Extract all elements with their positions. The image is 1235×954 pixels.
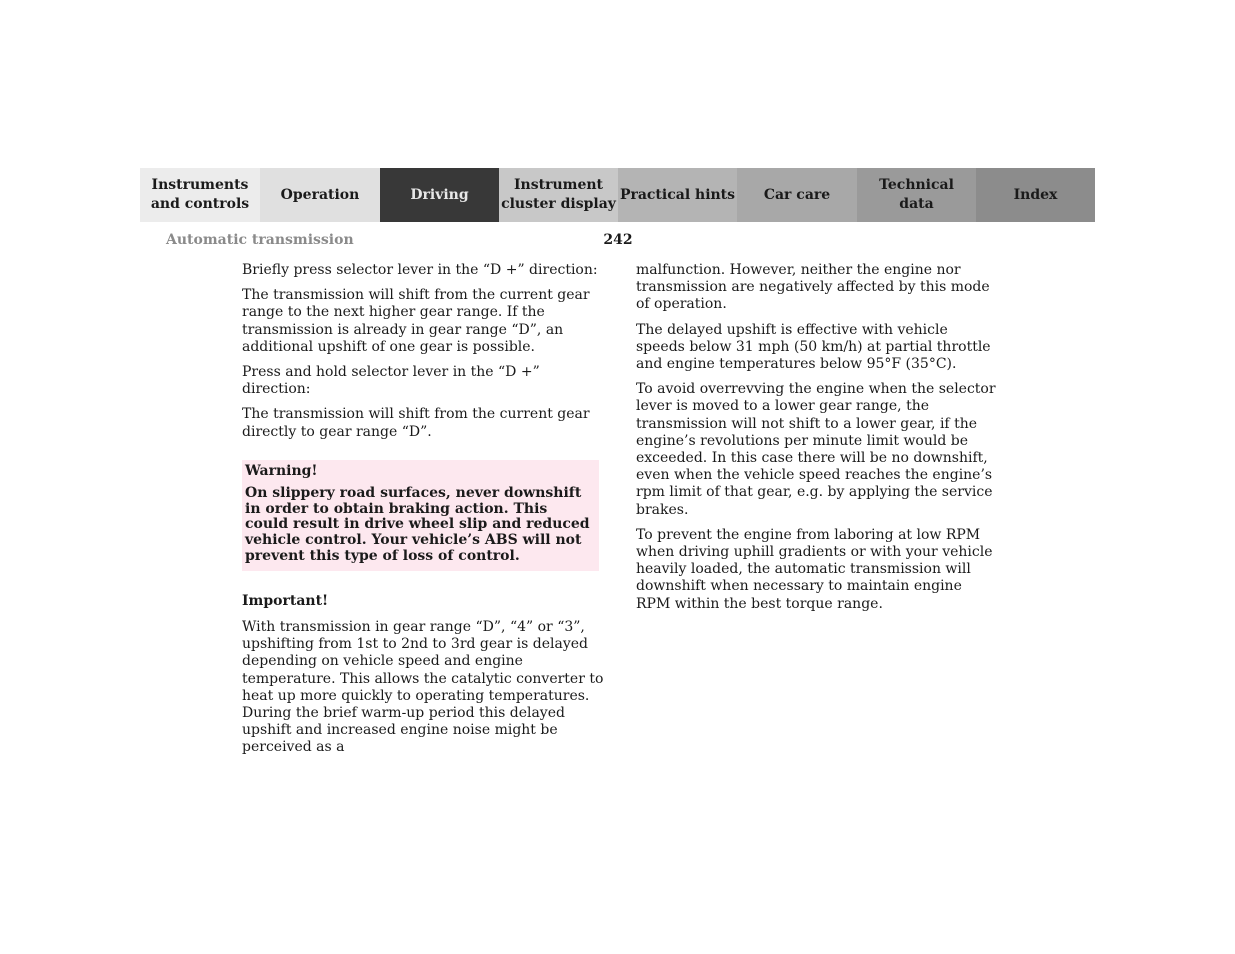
paragraph: Briefly press selector lever in the “D +” direction: xyxy=(242,262,598,278)
tab-technical-data[interactable]: Technical data xyxy=(857,168,976,222)
paragraph: To prevent the engine from laboring at low RPM when driving uphill gradients or with your vehicle heavily loaded, the automatic transmission will downshift when necessary to maintain engine RPM within the best torque range. xyxy=(636,526,993,612)
tab-practical-hints[interactable]: Practical hints xyxy=(618,168,737,222)
paragraph: Press and hold selector lever in the “D +” direction: xyxy=(242,364,540,398)
left-column xyxy=(242,262,604,765)
tab-operation[interactable]: Operation xyxy=(260,168,380,222)
paragraph: With transmission in gear range “D”, “4” or “3”, upshifting from 1st to 2nd to 3rd gear is delayed depending on vehicle speed and engine temperature. This allows the catalytic converter to heat up more quickly to operating temperatures. xyxy=(242,619,604,704)
tab-instrument-cluster-display[interactable]: Instrument cluster display xyxy=(499,168,618,222)
paragraph: The transmission will shift from the current gear directly to gear range “D”. xyxy=(242,406,590,440)
warning-text: On slippery road surfaces, never downshift in order to obtain braking action. This could result in drive wheel slip and reduced vehicle control. Your vehicle’s ABS will not prevent this type of loss of control. xyxy=(245,484,590,565)
page-number: 242 xyxy=(603,232,633,248)
paragraph: malfunction. However, neither the engine nor transmission are negatively affected by this mode of operation. xyxy=(636,262,990,313)
right-column xyxy=(636,262,998,621)
tab-index[interactable]: Index xyxy=(976,168,1095,222)
section-title: Automatic transmission xyxy=(166,232,354,248)
tab-driving[interactable]: Driving xyxy=(380,168,499,222)
chapter-tab-bar xyxy=(140,168,1095,222)
warning-box xyxy=(242,460,599,571)
tab-car-care[interactable]: Car care xyxy=(737,168,857,222)
paragraph: The delayed upshift is effective with vehicle speeds below 31 mph (50 km/h) at partial throttle and engine temperatures below 95°F (35°C). xyxy=(636,321,991,373)
paragraph: The transmission will shift from the current gear range to the next higher gear range. If the transmission is already in gear range “D”, an additional upshift of one gear is possible. xyxy=(242,287,590,355)
warning-title: Warning! xyxy=(245,462,318,479)
tab-instruments-and-controls[interactable]: Instruments and controls xyxy=(140,168,260,222)
paragraph: During the brief warm-up period this delayed upshift and increased engine noise might be perceived as a xyxy=(242,705,565,756)
paragraph: To avoid overrevving the engine when the selector lever is moved to a lower gear range, the transmission will not shift to a lower gear, if the engine’s revolutions per minute limit would be exceeded. In this case there will be no downshift, even when the vehicle speed reaches the engine’s rpm limit of that gear, e.g. by applying the service brakes. xyxy=(636,381,996,518)
important-heading: Important! xyxy=(242,592,329,609)
